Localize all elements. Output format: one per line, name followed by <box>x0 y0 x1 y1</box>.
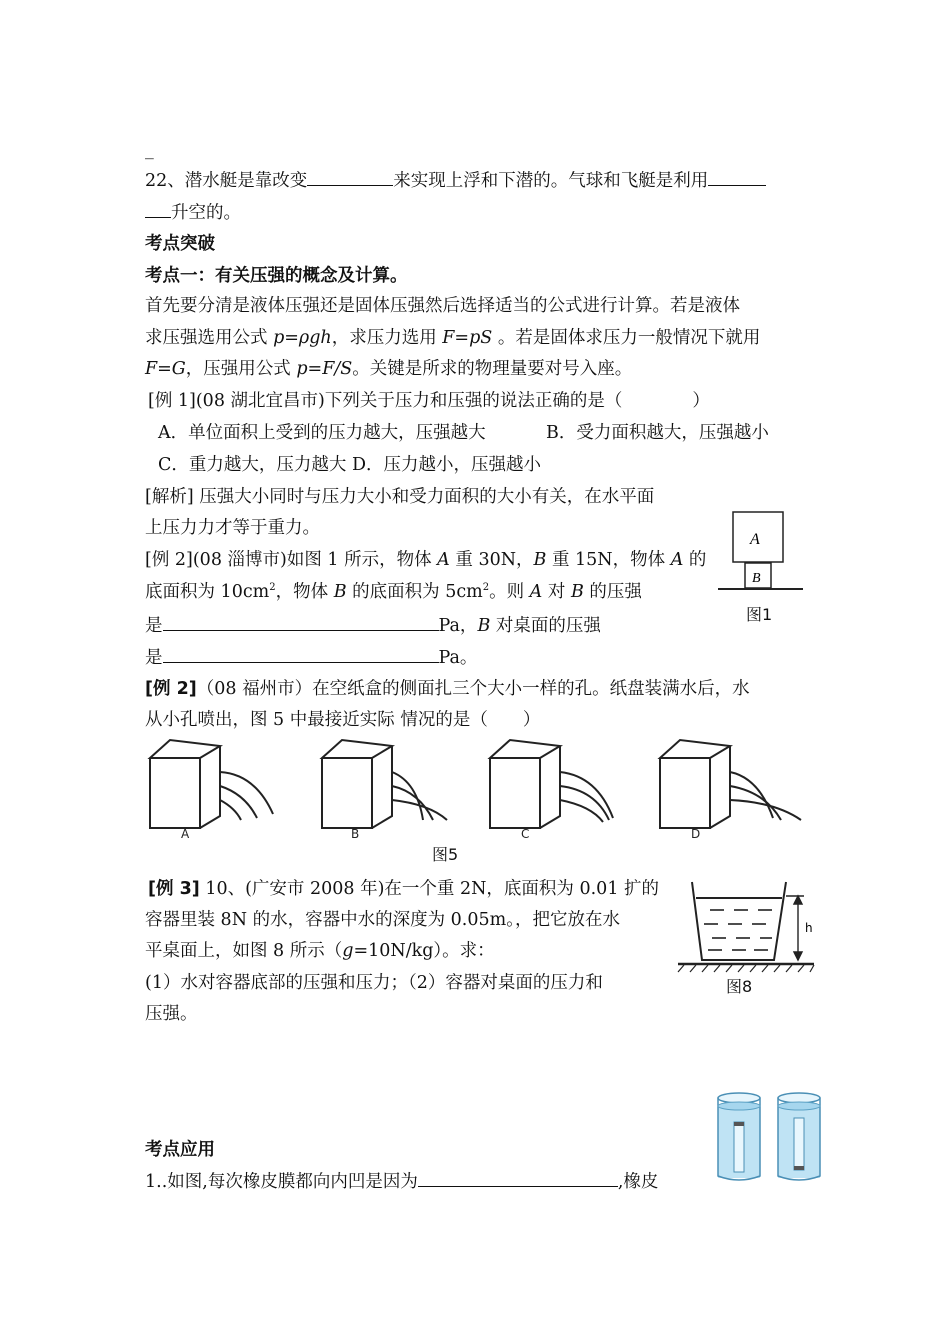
ex2a-text: Pa， <box>438 616 478 636</box>
q22-text-1: 22、潜水艇是靠改变 <box>145 171 308 191</box>
q22-blank-2[interactable] <box>708 167 766 186</box>
question-22-line2 <box>145 199 241 225</box>
example3-line5: 压强。 <box>145 1004 198 1024</box>
carton-label-a: A <box>181 827 190 841</box>
figure-1-blocks <box>718 508 818 600</box>
superscript-2: 2 <box>269 582 276 594</box>
example1-option-b[interactable]: B．受力面积越大，压强越小 <box>546 423 769 443</box>
carton-a <box>150 740 273 828</box>
figure-8-caption: 图8 <box>726 977 753 996</box>
block-b-label: B <box>752 571 761 586</box>
example3-line2: 容器里装 8N 的水，容器中水的深度为 0.05m。，把它放在水 <box>145 910 620 930</box>
ex2a-text: 是 <box>145 648 163 668</box>
section-title: 考点突破 <box>145 234 215 254</box>
q22-blank-2-continued[interactable] <box>145 199 171 218</box>
carton-label-c: C <box>521 827 530 841</box>
example2a-line3 <box>145 612 601 638</box>
example2a-line4 <box>145 644 477 670</box>
question-22-line1 <box>145 167 766 193</box>
ex2a-text: ，物体 <box>275 582 334 602</box>
point1-line1: 首先要分清是液体压强还是固体压强然后选择适当的公式进行计算。若是液体 <box>145 296 740 316</box>
point1-text: ，求压力选用 <box>331 328 443 348</box>
carton-b <box>322 740 447 828</box>
gravity-symbol: g <box>342 941 354 961</box>
object-a-ref: A <box>670 550 684 570</box>
ex2a-text: 重 15N，物体 <box>546 550 671 570</box>
q22-text-3: 升空的。 <box>171 203 241 223</box>
object-b-ref: B <box>477 616 491 636</box>
example2a-line2 <box>145 580 642 604</box>
ex2a-text: 的压强 <box>583 582 642 602</box>
formula-liquid-pressure: p=ρgh <box>273 328 332 348</box>
figure-cylinders <box>712 1088 828 1184</box>
ex2a-text: 是 <box>145 616 163 636</box>
ex2a-text: [例 2](08 淄博市)如图 1 所示，物体 <box>145 550 438 570</box>
object-b-ref: B <box>533 550 547 570</box>
cylinder-right <box>778 1093 820 1180</box>
membrane <box>794 1166 804 1170</box>
application-question-1 <box>145 1168 658 1194</box>
ex2a-text: 对 <box>542 582 571 602</box>
ex2a-text: 。则 <box>489 582 530 602</box>
ex2a-text: 底面积为 10cm <box>145 582 270 602</box>
apply-q1-text: 1..如图,每次橡皮膜都向内凹是因为 <box>145 1172 418 1192</box>
object-a-ref: A <box>437 550 450 570</box>
example3-tag: [例 3] <box>148 879 200 899</box>
example2b-tag: [例 2] <box>145 679 197 699</box>
block-a-label: A <box>750 531 760 548</box>
ex3-text: =10N/kg）。求： <box>353 941 495 961</box>
point1-title: 考点一：有关压强的概念及计算。 <box>145 266 408 286</box>
ex2a-text: Pa。 <box>438 648 478 668</box>
example1-question: [例 1](08 湖北宜昌市)下列关于压力和压强的说法正确的是（ ） <box>148 391 710 411</box>
ex3-text: 10、(广安市 2008 年)在一个重 2N，底面积为 0.01 扩的 <box>199 879 660 899</box>
container-walls <box>692 882 786 960</box>
figure-5-cartons <box>145 738 815 864</box>
object-b-ref: B <box>333 582 347 602</box>
formula-liquid-force: F=pS <box>442 328 493 348</box>
application-title: 考点应用 <box>145 1140 215 1160</box>
example3-line1 <box>148 877 659 901</box>
carton-c <box>490 740 613 828</box>
top-mark: _ <box>145 140 154 160</box>
carton-label-b: B <box>351 827 360 841</box>
object-a-ref: A <box>529 582 543 602</box>
carton-label-d: D <box>691 827 701 841</box>
answer-blank-a-on-b[interactable] <box>163 612 439 631</box>
figure-8-container <box>674 874 824 974</box>
example2b-line1 <box>145 677 750 701</box>
ex2a-text: 重 30N， <box>449 550 534 570</box>
carton-d <box>660 740 801 828</box>
membrane <box>734 1122 744 1126</box>
example2b-line2: 从小孔喷出，图 5 中最接近实际 情况的是（ ） <box>145 710 541 730</box>
answer-blank-b-on-table[interactable] <box>163 644 439 663</box>
formula-solid-force: F=G <box>145 359 186 379</box>
example2a-line1 <box>145 548 706 572</box>
ex2a-text: 的底面积为 5cm <box>346 582 483 602</box>
superscript-2: 2 <box>482 582 490 594</box>
formula-solid-pressure: p=F/S <box>296 359 353 379</box>
apply-q1-blank[interactable] <box>418 1168 618 1187</box>
q22-blank-1[interactable] <box>307 167 393 186</box>
point1-text: ，压强用公式 <box>185 359 297 379</box>
apply-q1-text: ,橡皮 <box>617 1172 659 1192</box>
figure-5-caption: 图5 <box>432 845 459 864</box>
example1-analysis-line2: 上压力力才等于重力。 <box>145 518 320 538</box>
object-b-ref: B <box>570 582 584 602</box>
ex3-text: 平桌面上，如图 8 所示（ <box>145 941 343 961</box>
point1-text: 。关键是所求的物理量要对号入座。 <box>352 359 633 379</box>
point1-text: 。若是固体求压力一般情况下就用 <box>492 328 761 348</box>
example1-option-cd[interactable]: C．重力越大，压力越大 D．压力越小，压强越小 <box>158 455 541 475</box>
ex2b-text: （08 福州市）在空纸盒的侧面扎三个大小一样的孔。纸盘装满水后，水 <box>196 679 750 699</box>
ex2a-text: 对桌面的压强 <box>490 616 601 636</box>
example1-analysis-line1: [解析] 压强大小同时与压力大小和受力面积的大小有关，在水平面 <box>145 487 655 507</box>
figure-1-caption: 图1 <box>746 605 773 624</box>
point1-text: 求压强选用公式 <box>145 328 274 348</box>
q22-text-2: 来实现上浮和下潜的。气球和飞艇是利用 <box>393 171 709 191</box>
example3-line3 <box>145 939 495 963</box>
example3-line4: (1）水对容器底部的压强和压力；（2）容器对桌面的压力和 <box>145 973 603 993</box>
example1-option-a[interactable]: A．单位面积上受到的压力越大，压强越大 <box>158 423 486 443</box>
cylinder-left <box>718 1093 760 1180</box>
depth-arrow <box>786 896 804 960</box>
ex2a-text: 的 <box>683 550 707 570</box>
point1-line3 <box>145 357 632 381</box>
point1-line2 <box>145 326 760 350</box>
depth-label: h <box>805 921 813 935</box>
